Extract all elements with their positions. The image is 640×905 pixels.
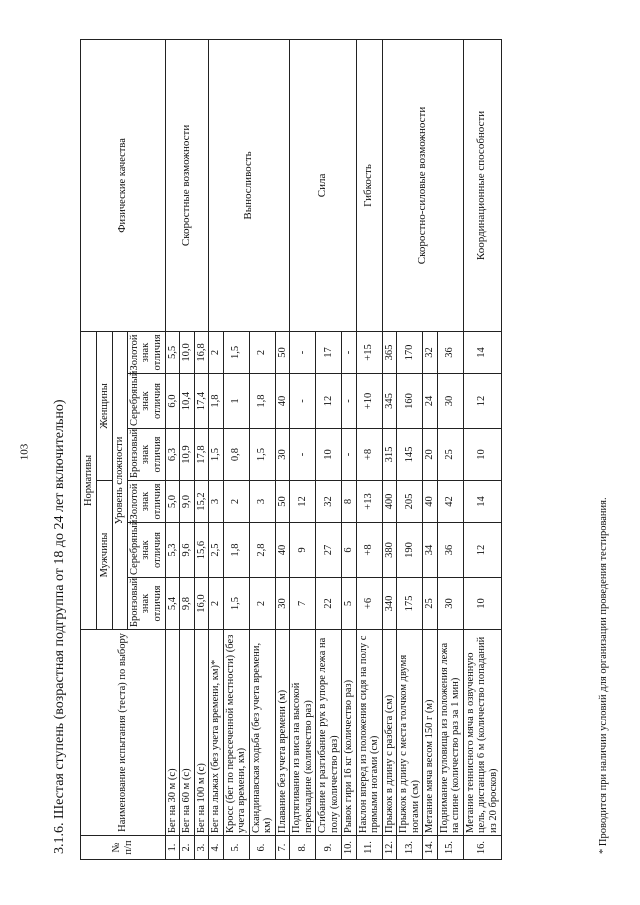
men-bronze-value: 9,8 <box>180 578 195 630</box>
row-number: 7. <box>275 836 290 860</box>
table-row <box>165 39 180 859</box>
men-silver-value: 15,6 <box>194 523 209 578</box>
women-silver-value: 1,8 <box>249 374 275 429</box>
row-number: 5. <box>223 836 249 860</box>
header-norms: Нормативы <box>81 331 97 629</box>
header-level: Уровень сложности <box>113 331 128 629</box>
test-name: Бег на 100 м (с) <box>194 630 209 836</box>
header-quality: Физические качества <box>81 39 166 331</box>
test-name: Кросс (бег по пересеченной местности) (без учета времени, км) <box>223 630 249 836</box>
header-women-gold: Золотой знак отличия <box>127 331 165 373</box>
men-bronze-value: 2 <box>249 578 275 630</box>
men-silver-value: 2,5 <box>209 523 224 578</box>
test-name: Бег на 60 м (с) <box>180 630 195 836</box>
men-bronze-value: 340 <box>382 578 397 630</box>
row-number: 16. <box>463 836 501 860</box>
header-men: Мужчины <box>97 481 113 630</box>
men-gold-value: 32 <box>316 481 342 523</box>
header-no: № п/п <box>81 836 166 860</box>
women-silver-value: 1,8 <box>209 374 224 429</box>
women-gold-value: 5,5 <box>165 331 180 373</box>
header-name: Наименование испытания (теста) по выбору <box>81 630 166 836</box>
quality-coordination: Координационные способности <box>463 39 501 331</box>
header-women-silver: Серебряный знак отличия <box>127 374 165 429</box>
row-number: 11. <box>356 836 382 860</box>
men-silver-value: +8 <box>356 523 382 578</box>
row-number: 13. <box>397 836 423 860</box>
men-bronze-value: 16,0 <box>194 578 209 630</box>
men-gold-value: 40 <box>423 481 438 523</box>
men-silver-value: 6 <box>342 523 357 578</box>
women-silver-value: 24 <box>423 374 438 429</box>
men-gold-value: 8 <box>342 481 357 523</box>
men-silver-value: 27 <box>316 523 342 578</box>
women-gold-value: +15 <box>356 331 382 373</box>
test-name: Сгибание и разгибание рук в упоре лежа на полу (количество раз) <box>316 630 342 836</box>
row-number: 12. <box>382 836 397 860</box>
men-bronze-value: 30 <box>275 578 290 630</box>
row-number: 2. <box>180 836 195 860</box>
women-bronze-value: 25 <box>437 429 463 481</box>
women-silver-value: +10 <box>356 374 382 429</box>
row-number: 14. <box>423 836 438 860</box>
men-gold-value: 12 <box>290 481 316 523</box>
men-bronze-value: +6 <box>356 578 382 630</box>
women-gold-value: 16,8 <box>194 331 209 373</box>
women-bronze-value: 10 <box>316 429 342 481</box>
men-gold-value: 42 <box>437 481 463 523</box>
women-gold-value: - <box>290 331 316 373</box>
men-bronze-value: 30 <box>437 578 463 630</box>
test-name: Рывок гири 16 кг (количество раз) <box>342 630 357 836</box>
men-bronze-value: 2 <box>209 578 224 630</box>
norms-table <box>80 39 502 860</box>
quality-strength: Сила <box>290 39 357 331</box>
men-gold-value: 50 <box>275 481 290 523</box>
women-silver-value: 345 <box>382 374 397 429</box>
women-silver-value: 30 <box>437 374 463 429</box>
men-bronze-value: 25 <box>423 578 438 630</box>
women-bronze-value: 315 <box>382 429 397 481</box>
women-silver-value: 40 <box>275 374 290 429</box>
women-gold-value: 365 <box>382 331 397 373</box>
men-bronze-value: 5 <box>342 578 357 630</box>
quality-speed-strength: Скоростно-силовые возможности <box>382 39 463 331</box>
women-gold-value: 32 <box>423 331 438 373</box>
women-bronze-value: - <box>290 429 316 481</box>
rotated-page <box>50 40 640 860</box>
header-men-bronze: Бронзовый знак отличия <box>127 578 165 630</box>
test-name: Наклон вперед из положения сидя на полу с прямыми ногами (см) <box>356 630 382 836</box>
men-gold-value: 2 <box>223 481 249 523</box>
quality-speed: Скоростные возможности <box>165 39 209 331</box>
men-silver-value: 36 <box>437 523 463 578</box>
women-bronze-value: 6,3 <box>165 429 180 481</box>
women-gold-value: 10,0 <box>180 331 195 373</box>
men-gold-value: 400 <box>382 481 397 523</box>
test-name: Метание теннисного мяча в озвученную цель, дистанция 6 м (количество попаданий из 20 бросков) <box>463 630 501 836</box>
women-gold-value: 50 <box>275 331 290 373</box>
women-bronze-value: 1,5 <box>249 429 275 481</box>
men-gold-value: 9,0 <box>180 481 195 523</box>
row-number: 9. <box>316 836 342 860</box>
quality-endurance: Выносливость <box>209 39 290 331</box>
test-name: Скандинавская ходьба (без учета времени, км) <box>249 630 275 836</box>
men-silver-value: 12 <box>463 523 501 578</box>
women-gold-value: 17 <box>316 331 342 373</box>
men-silver-value: 1,8 <box>223 523 249 578</box>
men-silver-value: 9 <box>290 523 316 578</box>
women-silver-value: 6,0 <box>165 374 180 429</box>
test-name: Бег на 30 м (с) <box>165 630 180 836</box>
men-bronze-value: 22 <box>316 578 342 630</box>
women-gold-value: 2 <box>209 331 224 373</box>
women-bronze-value: 20 <box>423 429 438 481</box>
women-bronze-value: - <box>342 429 357 481</box>
women-silver-value: - <box>342 374 357 429</box>
men-silver-value: 380 <box>382 523 397 578</box>
section-heading: 3.1.6. Шестая ступень (возрастная подгруппа от 18 до 24 лет включительно) <box>52 399 67 854</box>
women-gold-value: 36 <box>437 331 463 373</box>
header-women: Женщины <box>97 331 113 480</box>
women-gold-value: 14 <box>463 331 501 373</box>
row-number: 15. <box>437 836 463 860</box>
table-row <box>356 39 382 859</box>
test-name: Метание мяча весом 150 г (м) <box>423 630 438 836</box>
men-gold-value: 3 <box>249 481 275 523</box>
table-row <box>463 39 501 859</box>
women-bronze-value: 145 <box>397 429 423 481</box>
men-silver-value: 9,6 <box>180 523 195 578</box>
men-gold-value: 205 <box>397 481 423 523</box>
women-gold-value: 170 <box>397 331 423 373</box>
men-silver-value: 2,8 <box>249 523 275 578</box>
row-number: 4. <box>209 836 224 860</box>
test-name: Бег на лыжах (без учета времени, км)* <box>209 630 224 836</box>
table-row <box>382 39 397 859</box>
test-name: Плавание без учета времени (м) <box>275 630 290 836</box>
men-bronze-value: 1,5 <box>223 578 249 630</box>
women-silver-value: 17,4 <box>194 374 209 429</box>
women-gold-value: 2 <box>249 331 275 373</box>
footnote: * Проводится при наличии условий для организации проведения тестирования. <box>598 497 609 854</box>
women-silver-value: 12 <box>316 374 342 429</box>
women-bronze-value: +8 <box>356 429 382 481</box>
men-bronze-value: 10 <box>463 578 501 630</box>
men-silver-value: 34 <box>423 523 438 578</box>
women-bronze-value: 10,9 <box>180 429 195 481</box>
men-silver-value: 5,3 <box>165 523 180 578</box>
test-name: Прыжок в длину с разбега (см) <box>382 630 397 836</box>
women-bronze-value: 0,8 <box>223 429 249 481</box>
row-number: 3. <box>194 836 209 860</box>
men-gold-value: 15,2 <box>194 481 209 523</box>
quality-flexibility: Гибкость <box>356 39 382 331</box>
men-bronze-value: 5,4 <box>165 578 180 630</box>
women-silver-value: 10,4 <box>180 374 195 429</box>
header-women-bronze: Бронзовый знак отличия <box>127 429 165 481</box>
header-men-gold: Золотой знак отличия <box>127 481 165 523</box>
header-men-silver: Серебряный знак отличия <box>127 523 165 578</box>
table-row <box>290 39 316 859</box>
women-bronze-value: 10 <box>463 429 501 481</box>
row-number: 10. <box>342 836 357 860</box>
test-name: Подтягивание из виса на высокой перекладине (количество раз) <box>290 630 316 836</box>
test-name: Прыжок в длину с места толчком двумя ногами (см) <box>397 630 423 836</box>
test-name: Поднимание туловища из положения лежа на спине (количество раз за 1 мин) <box>437 630 463 836</box>
women-bronze-value: 1,5 <box>209 429 224 481</box>
row-number: 6. <box>249 836 275 860</box>
women-silver-value: 12 <box>463 374 501 429</box>
row-number: 8. <box>290 836 316 860</box>
men-silver-value: 190 <box>397 523 423 578</box>
row-number: 1. <box>165 836 180 860</box>
women-gold-value: 1,5 <box>223 331 249 373</box>
women-silver-value: 1 <box>223 374 249 429</box>
men-gold-value: +13 <box>356 481 382 523</box>
table-row <box>209 39 224 859</box>
men-bronze-value: 175 <box>397 578 423 630</box>
men-gold-value: 14 <box>463 481 501 523</box>
men-gold-value: 3 <box>209 481 224 523</box>
women-gold-value: - <box>342 331 357 373</box>
men-silver-value: 40 <box>275 523 290 578</box>
women-bronze-value: 17,8 <box>194 429 209 481</box>
page-number: 103 <box>18 443 31 461</box>
women-silver-value: 160 <box>397 374 423 429</box>
women-bronze-value: 30 <box>275 429 290 481</box>
men-bronze-value: 7 <box>290 578 316 630</box>
men-gold-value: 5,0 <box>165 481 180 523</box>
women-silver-value: - <box>290 374 316 429</box>
